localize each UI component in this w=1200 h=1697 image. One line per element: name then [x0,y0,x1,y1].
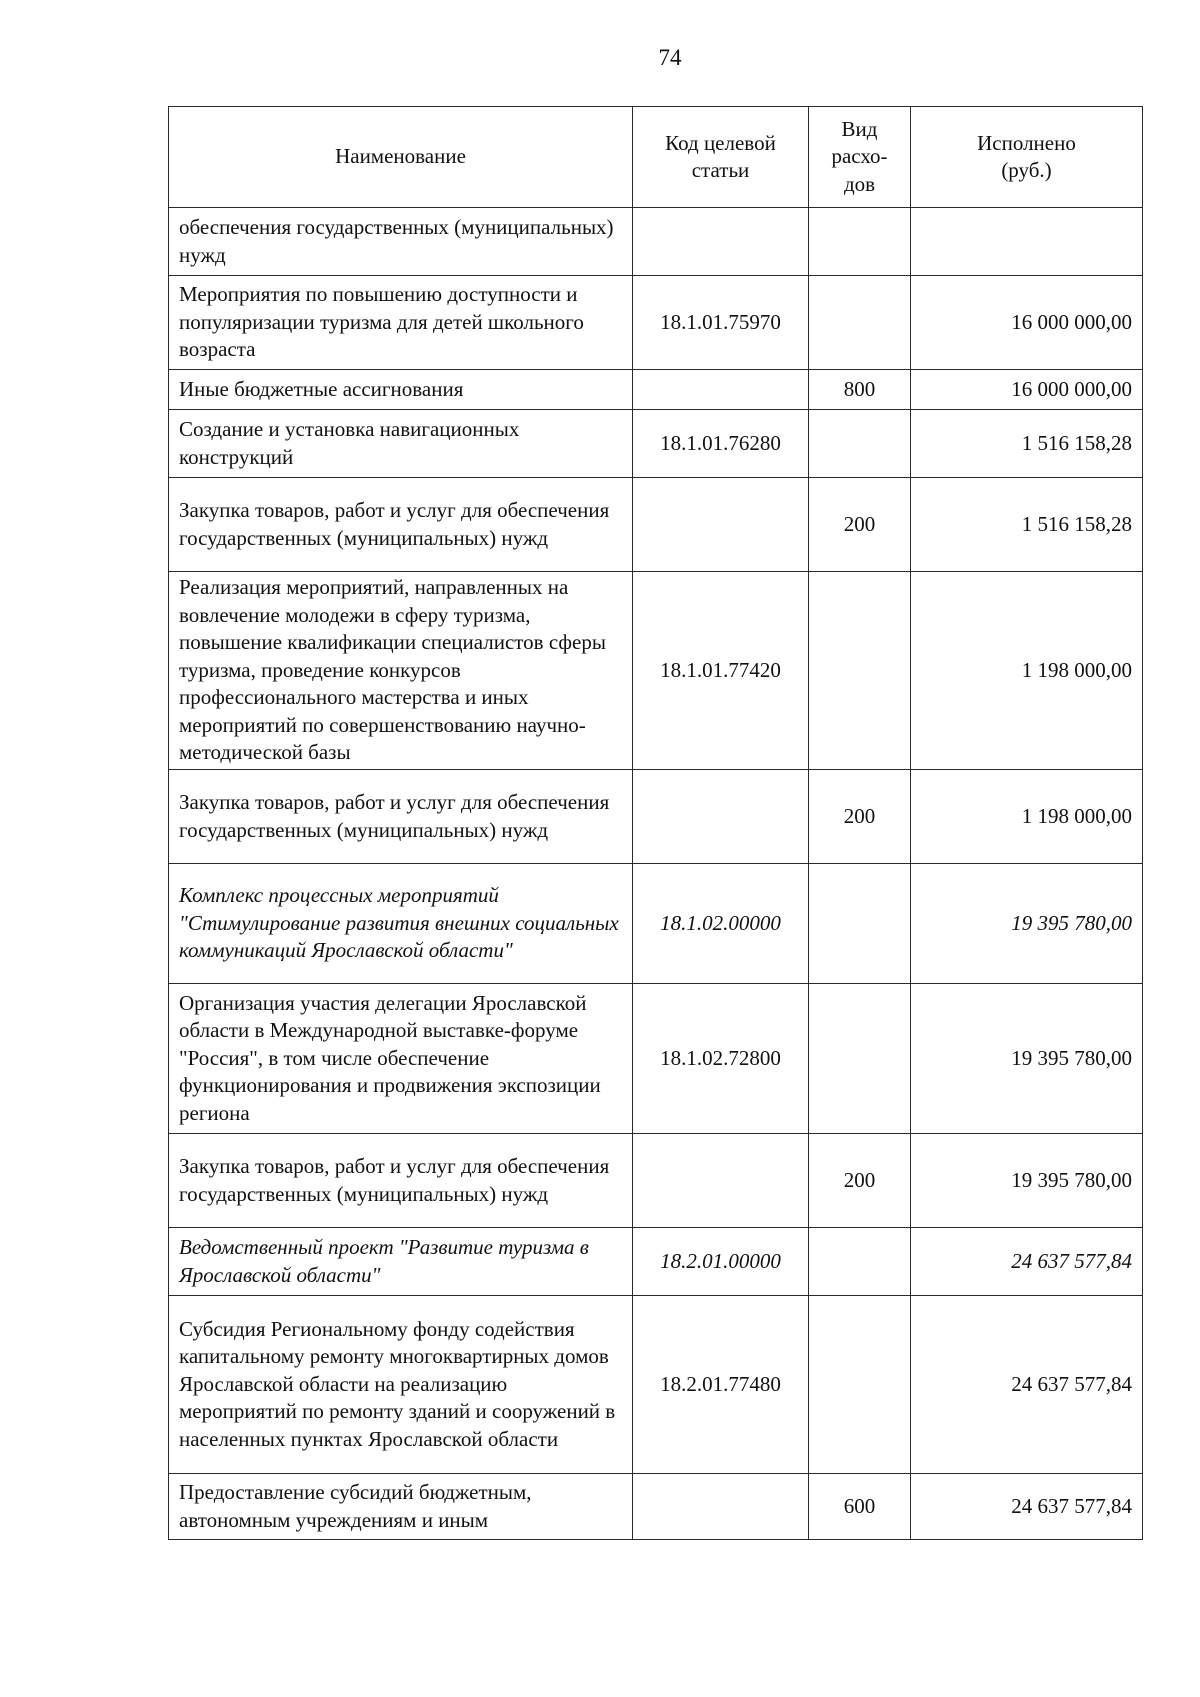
table-row [169,208,1143,276]
row-code-cell: 18.1.01.75970 [633,276,809,370]
table-row [169,984,1143,1134]
page-number: 74 [658,45,682,70]
row-name-cell: Закупка товаров, работ и услуг для обеспечения государственных (муниципальных) нужд [169,478,633,572]
row-name-cell: обеспечения государственных (муниципальных) нужд [169,208,633,276]
row-amount-cell: 19 395 780,00 [911,1134,1143,1228]
row-amount-cell: 1 198 000,00 [911,572,1143,770]
row-type-cell [809,1228,911,1296]
table-row [169,370,1143,410]
row-code-cell [633,370,809,410]
row-amount-cell [911,208,1143,276]
row-code-cell [633,770,809,864]
row-type-cell: 200 [809,770,911,864]
row-amount-cell: 24 637 577,84 [911,1296,1143,1474]
budget-table [168,106,1143,1540]
row-type-cell: 600 [809,1474,911,1540]
row-type-cell [809,984,911,1134]
table-body [169,208,1143,1540]
table-row [169,572,1143,770]
row-name-cell: Реализация мероприятий, направленных на вовлечение молодежи в сферу туризма, повышение квалификации специалистов сферы туризма, проведение конкурсов профессионального мастерства и иных мероприятий по совершенствованию научно-методической базы [169,572,633,770]
row-code-cell: 18.1.02.00000 [633,864,809,984]
row-amount-cell: 19 395 780,00 [911,864,1143,984]
row-type-cell [809,276,911,370]
row-amount-cell: 1 198 000,00 [911,770,1143,864]
table-row [169,1474,1143,1540]
row-code-cell: 18.2.01.77480 [633,1296,809,1474]
row-code-cell: 18.1.02.72800 [633,984,809,1134]
row-type-cell [809,208,911,276]
table-row [169,770,1143,864]
row-type-cell [809,864,911,984]
row-name-cell: Закупка товаров, работ и услуг для обеспечения государственных (муниципальных) нужд [169,1134,633,1228]
row-type-cell: 200 [809,1134,911,1228]
table-row [169,864,1143,984]
row-name-cell: Предоставление субсидий бюджетным, автономным учреждениям и иным [169,1474,633,1540]
header-type: Вид расхо-дов [809,107,911,208]
row-amount-cell: 24 637 577,84 [911,1228,1143,1296]
row-name-cell: Закупка товаров, работ и услуг для обеспечения государственных (муниципальных) нужд [169,770,633,864]
table-row [169,410,1143,478]
row-code-cell [633,208,809,276]
row-code-cell [633,1474,809,1540]
row-type-cell: 200 [809,478,911,572]
row-type-cell: 800 [809,370,911,410]
row-amount-cell: 24 637 577,84 [911,1474,1143,1540]
row-name-cell: Создание и установка навигационных конструкций [169,410,633,478]
row-amount-cell: 1 516 158,28 [911,410,1143,478]
row-code-cell: 18.1.01.77420 [633,572,809,770]
row-type-cell [809,410,911,478]
table-row [169,276,1143,370]
row-code-cell: 18.1.01.76280 [633,410,809,478]
row-name-cell: Субсидия Региональному фонду содействия капитальному ремонту многоквартирных домов Ярославской области на реализацию мероприятий по ремонту зданий и сооружений в населенных пунктах Ярославской области [169,1296,633,1474]
row-code-cell [633,1134,809,1228]
table-row [169,478,1143,572]
table-row [169,1228,1143,1296]
row-code-cell: 18.2.01.00000 [633,1228,809,1296]
row-name-cell: Комплекс процессных мероприятий "Стимулирование развития внешних социальных коммуникаций Ярославской области" [169,864,633,984]
row-amount-cell: 16 000 000,00 [911,276,1143,370]
row-code-cell [633,478,809,572]
header-code: Код целевой статьи [633,107,809,208]
row-amount-cell: 19 395 780,00 [911,984,1143,1134]
row-type-cell [809,572,911,770]
row-name-cell: Мероприятия по повышению доступности и популяризации туризма для детей школьного возраста [169,276,633,370]
header-amount: Исполнено (руб.) [911,107,1143,208]
row-amount-cell: 16 000 000,00 [911,370,1143,410]
row-type-cell [809,1296,911,1474]
table-row [169,1296,1143,1474]
header-name: Наименование [169,107,633,208]
row-name-cell: Иные бюджетные ассигнования [169,370,633,410]
row-name-cell: Организация участия делегации Ярославской области в Международной выставке-форуме "Россия", в том числе обеспечение функционирования и продвижения экспозиции региона [169,984,633,1134]
table-header-row [169,107,1143,208]
row-name-cell: Ведомственный проект "Развитие туризма в Ярославской области" [169,1228,633,1296]
table-row [169,1134,1143,1228]
row-amount-cell: 1 516 158,28 [911,478,1143,572]
